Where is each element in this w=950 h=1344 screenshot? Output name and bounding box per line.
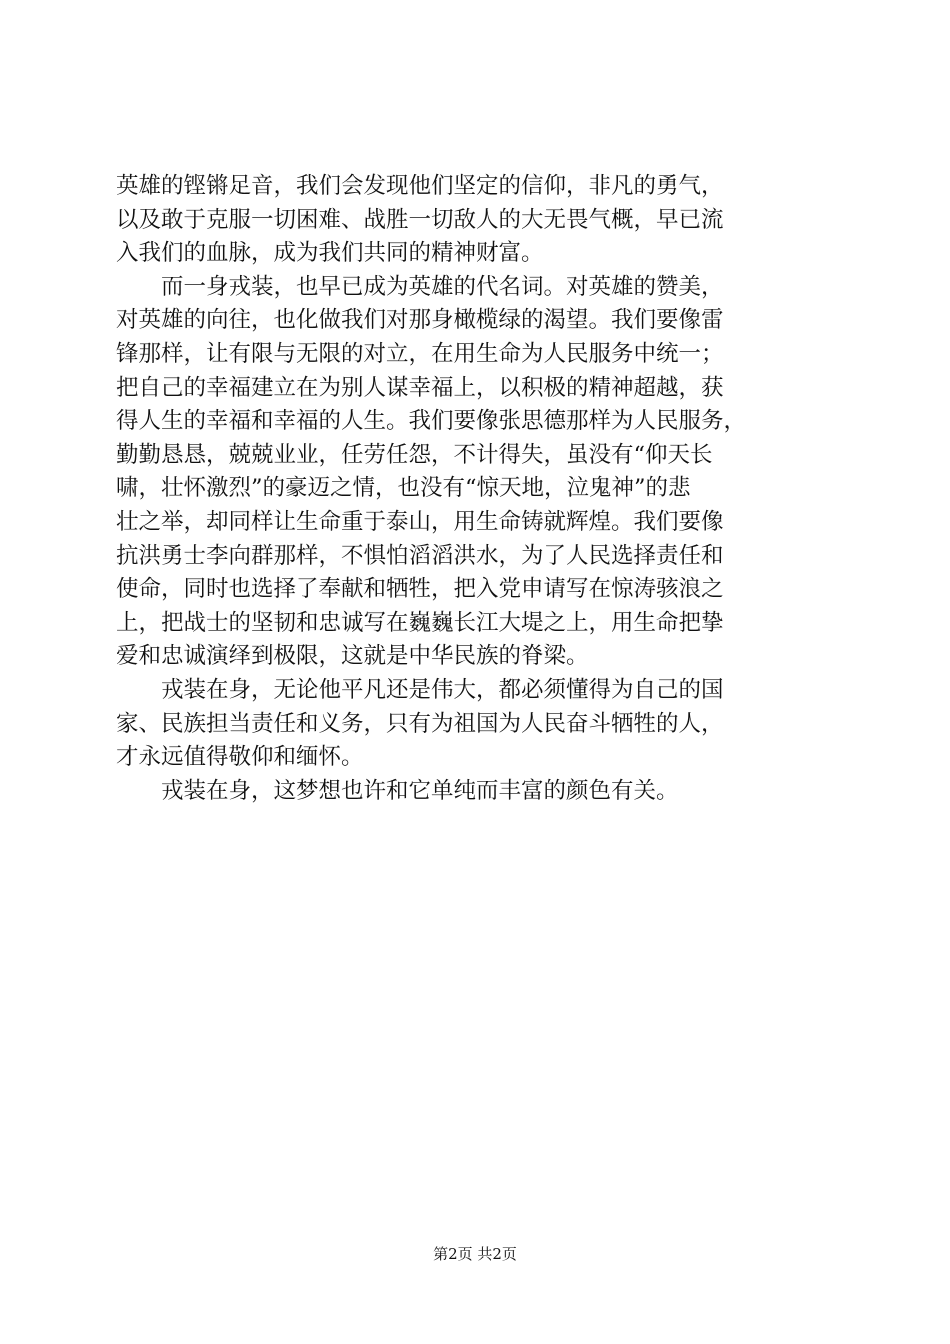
text-line: 上，把战士的坚韧和忠诚写在巍巍长江大堤之上，用生命把挚 <box>116 609 724 636</box>
text-line: 才永远值得敬仰和缅怀。 <box>116 744 364 771</box>
text-line: 戎装在身，这梦想也许和它单纯而丰富的颜色有关。 <box>116 777 679 804</box>
text-line: 使命，同时也选择了奉献和牺牲，把入党申请写在惊涛骇浪之 <box>116 576 724 603</box>
text-line: 而一身戎装，也早已成为英雄的代名词。对英雄的赞美， <box>116 273 724 300</box>
text-line: 戎装在身，无论他平凡还是伟大，都必须懂得为自己的国 <box>116 676 724 703</box>
text-line: 锋那样，让有限与无限的对立，在用生命为人民服务中统一； <box>116 340 724 367</box>
text-line: 把自己的幸福建立在为别人谋幸福上，以积极的精神超越，获 <box>116 374 724 401</box>
body-text <box>116 170 841 808</box>
text-line: 英雄的铿锵足音，我们会发现他们坚定的信仰，非凡的勇气， <box>116 173 724 199</box>
text-line: 对英雄的向往，也化做我们对那身橄榄绿的渴望。我们要像雷 <box>116 307 724 334</box>
text-line: 得人生的幸福和幸福的人生。我们要像张思德那样为人民服务， <box>116 408 747 435</box>
text-line: 啸，壮怀激烈”的豪迈之情，也没有“惊天地，泣鬼神”的悲 <box>116 475 691 502</box>
page-number-footer: 第2页 共2页 <box>433 1245 517 1263</box>
text-line: 入我们的血脉，成为我们共同的精神财富。 <box>116 240 544 267</box>
text-line: 以及敢于克服一切困难、战胜一切敌人的大无畏气概，早已流 <box>116 206 724 233</box>
text-line: 壮之举，却同样让生命重于泰山，用生命铸就辉煌。我们要像 <box>116 508 724 535</box>
text-line: 勤勤恳恳，兢兢业业，任劳任怨，不计得失，虽没有“仰天长 <box>116 441 713 468</box>
text-line: 爱和忠诚演绎到极限，这就是中华民族的脊梁。 <box>116 643 589 670</box>
text-line: 家、民族担当责任和义务，只有为祖国为人民奋斗牺牲的人， <box>116 710 724 737</box>
text-line: 抗洪勇士李向群那样，不惧怕滔滔洪水，为了人民选择责任和 <box>116 542 724 569</box>
